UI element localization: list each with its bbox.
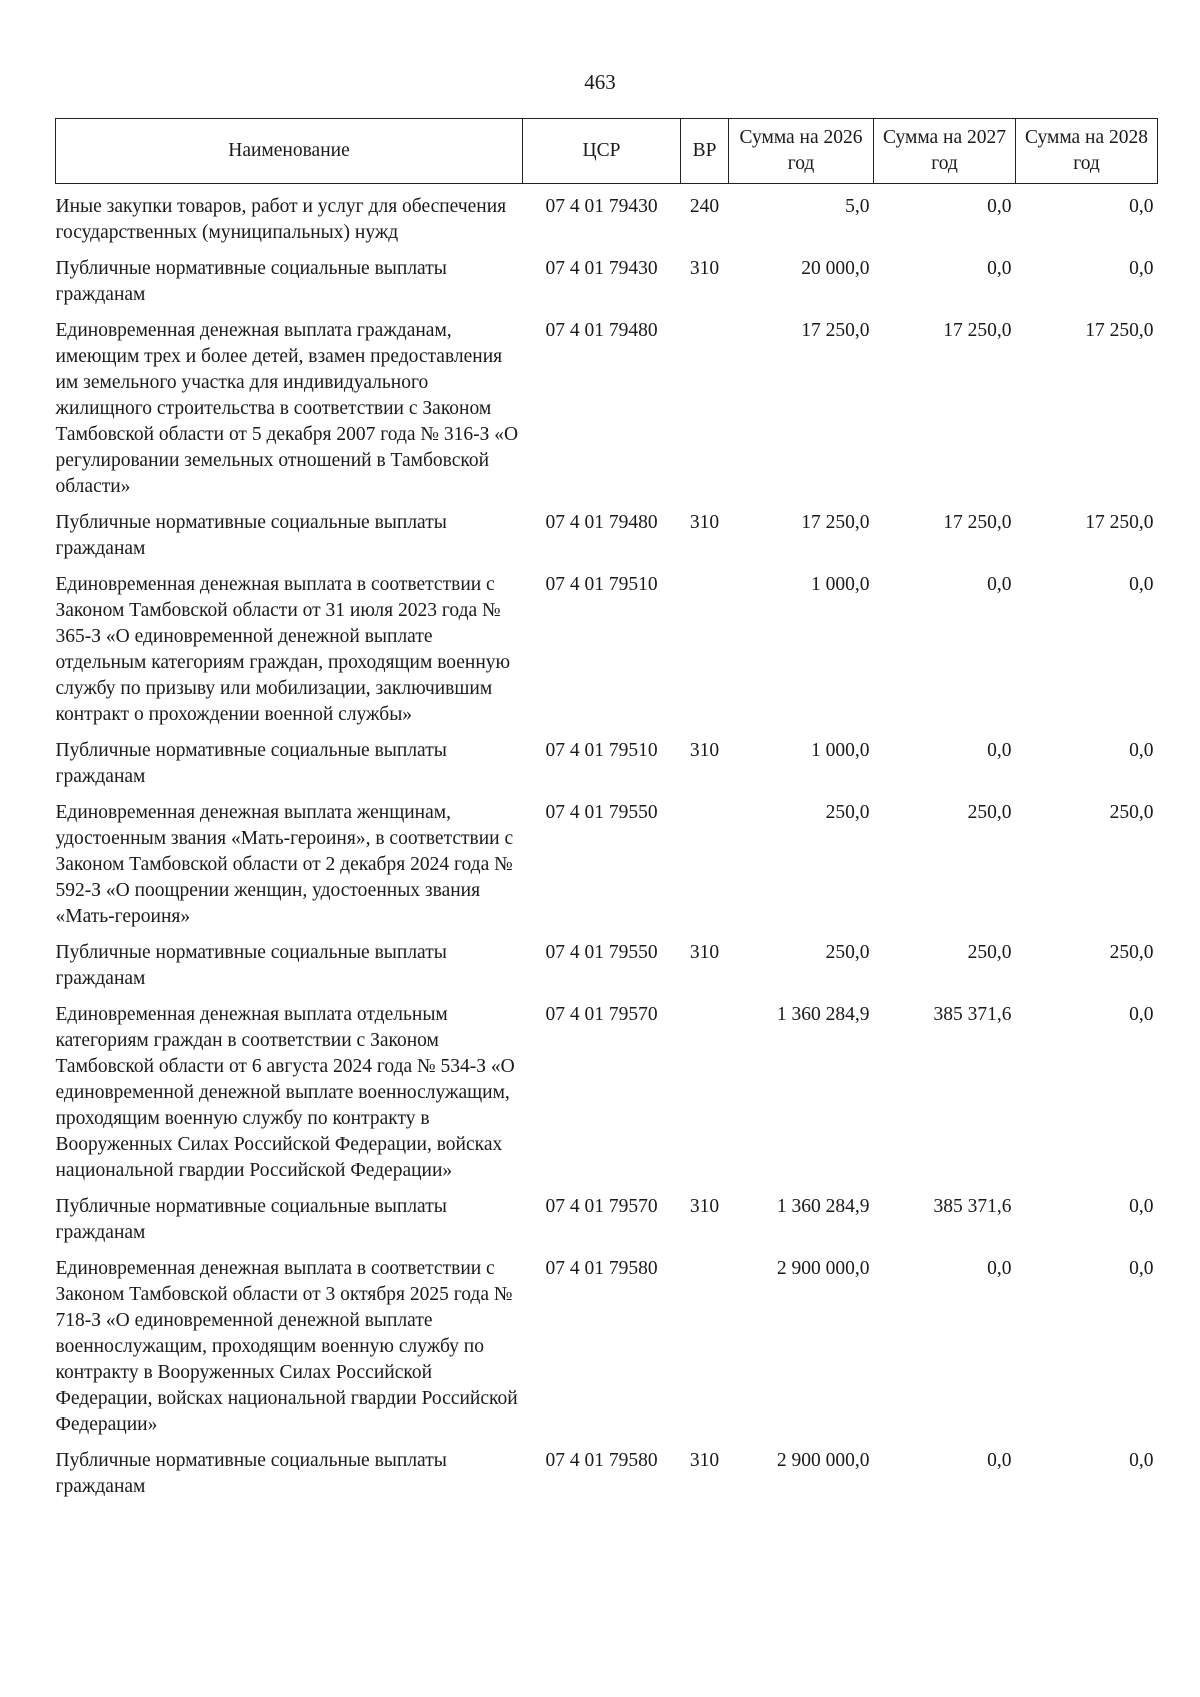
table-row — [56, 790, 1158, 930]
page-number: 463 — [584, 70, 616, 94]
table-row — [56, 728, 1158, 790]
table-row — [56, 930, 1158, 992]
cell-name: Иные закупки товаров, работ и услуг для обеспечения государственных (муниципальных) нужд — [55, 196, 507, 243]
cell-vr: 310 — [689, 1450, 720, 1471]
table-row — [56, 500, 1158, 562]
cell-name: Публичные нормативные социальные выплаты гражданам — [55, 258, 447, 305]
cell-sum-2027: 17 250,0 — [943, 320, 1012, 341]
cell-vr: 240 — [689, 196, 720, 217]
header-sum-2027: Сумма на 2027 год — [874, 119, 1016, 184]
cell-csr: 07 4 01 79570 — [545, 1196, 658, 1217]
cell-name: Единовременная денежная выплата женщинам, удостоенным звания «Мать-героиня», в соответствии с Законом Тамбовской области от 2 декабря 2024 года № 592-З «О поощрении женщин, удостоенных звания «Мать-героиня» — [55, 802, 514, 927]
header-sum-2026: Сумма на 2026 год — [729, 119, 874, 184]
cell-sum-2026: 5,0 — [845, 196, 870, 217]
cell-name: Единовременная денежная выплата в соответствии с Законом Тамбовской области от 31 июля 2023 года № 365-З «О единовременной денежной выплате отдельным категориям граждан, проходящим военную службу по призыву или мобилизации, заключившим контракт о прохождении военной службы» — [55, 574, 511, 725]
cell-csr: 07 4 01 79510 — [545, 740, 658, 761]
cell-sum-2026: 1 360 284,9 — [776, 1196, 870, 1217]
cell-name: Публичные нормативные социальные выплаты гражданам — [55, 740, 447, 787]
cell-sum-2026: 250,0 — [825, 802, 870, 823]
cell-sum-2028: 0,0 — [1129, 740, 1154, 761]
cell-name: Публичные нормативные социальные выплаты гражданам — [55, 942, 447, 989]
table-row — [56, 246, 1158, 308]
table-row — [56, 1438, 1158, 1500]
cell-name: Единовременная денежная выплата в соответствии с Законом Тамбовской области от 3 октября 2025 года № 718-З «О единовременной денежной выплате военнослужащим, проходящим военную службу по контракту в Вооруженных Силах Российской Федерации, войсках национальной гвардии Российской Федерации» — [55, 1258, 518, 1435]
cell-sum-2027: 385 371,6 — [933, 1196, 1012, 1217]
cell-vr — [681, 562, 729, 728]
cell-vr — [681, 308, 729, 500]
table-header — [56, 119, 1158, 184]
cell-vr — [681, 790, 729, 930]
header-vr: ВР — [681, 119, 729, 184]
cell-sum-2028: 0,0 — [1129, 1196, 1154, 1217]
table-row — [56, 184, 1158, 247]
cell-sum-2028: 0,0 — [1129, 574, 1154, 595]
cell-vr: 310 — [689, 512, 720, 533]
cell-sum-2027: 0,0 — [987, 740, 1012, 761]
cell-sum-2028: 0,0 — [1129, 196, 1154, 217]
cell-vr: 310 — [689, 258, 720, 279]
header-csr: ЦСР — [523, 119, 681, 184]
cell-sum-2026: 17 250,0 — [801, 512, 870, 533]
cell-csr: 07 4 01 79430 — [545, 258, 658, 279]
cell-sum-2028: 0,0 — [1129, 258, 1154, 279]
cell-sum-2027: 0,0 — [987, 196, 1012, 217]
cell-csr: 07 4 01 79510 — [545, 574, 658, 595]
cell-sum-2026: 17 250,0 — [801, 320, 870, 341]
cell-csr: 07 4 01 79580 — [545, 1258, 658, 1279]
cell-sum-2027: 250,0 — [967, 802, 1012, 823]
cell-sum-2026: 1 360 284,9 — [776, 1004, 870, 1025]
cell-name: Публичные нормативные социальные выплаты гражданам — [55, 1196, 447, 1243]
cell-sum-2028: 250,0 — [1109, 802, 1154, 823]
cell-sum-2027: 0,0 — [987, 1258, 1012, 1279]
table-row — [56, 1184, 1158, 1246]
cell-sum-2026: 2 900 000,0 — [776, 1450, 870, 1471]
cell-name: Единовременная денежная выплата отдельным категориям граждан в соответствии с Законом Тамбовской области от 6 августа 2024 года № 534-З «О единовременной денежной выплате военнослужащим, проходящим военную службу по контракту в Вооруженных Силах Российской Федерации, войсках национальной гвардии Российской Федерации» — [55, 1004, 515, 1181]
cell-name: Единовременная денежная выплата гражданам, имеющим трех и более детей, взамен предоставления им земельного участка для индивидуального жилищного строительства в соответствии с Законом Тамбовской области от 5 декабря 2007 года № 316-З «О регулировании земельных отношений в Тамбовской области» — [55, 320, 519, 497]
cell-sum-2028: 250,0 — [1109, 942, 1154, 963]
cell-vr — [681, 992, 729, 1184]
cell-vr: 310 — [689, 740, 720, 761]
cell-sum-2027: 250,0 — [967, 942, 1012, 963]
cell-sum-2027: 0,0 — [987, 574, 1012, 595]
cell-sum-2026: 1 000,0 — [811, 740, 870, 761]
cell-csr: 07 4 01 79580 — [545, 1450, 658, 1471]
budget-table — [55, 118, 1158, 1500]
header-name: Наименование — [56, 119, 523, 184]
cell-name: Публичные нормативные социальные выплаты гражданам — [55, 1450, 447, 1497]
cell-vr: 310 — [689, 942, 720, 963]
cell-csr: 07 4 01 79480 — [545, 512, 658, 533]
table-row — [56, 992, 1158, 1184]
cell-sum-2027: 385 371,6 — [933, 1004, 1012, 1025]
cell-sum-2026: 250,0 — [825, 942, 870, 963]
cell-sum-2028: 0,0 — [1129, 1004, 1154, 1025]
table-row — [56, 308, 1158, 500]
cell-sum-2026: 1 000,0 — [811, 574, 870, 595]
cell-csr: 07 4 01 79550 — [545, 942, 658, 963]
cell-vr — [681, 1246, 729, 1438]
table-row — [56, 1246, 1158, 1438]
table-row — [56, 562, 1158, 728]
cell-sum-2028: 0,0 — [1129, 1450, 1154, 1471]
cell-sum-2026: 2 900 000,0 — [776, 1258, 870, 1279]
cell-sum-2027: 17 250,0 — [943, 512, 1012, 533]
cell-csr: 07 4 01 79550 — [545, 802, 658, 823]
cell-csr: 07 4 01 79480 — [545, 320, 658, 341]
cell-vr: 310 — [689, 1196, 720, 1217]
cell-sum-2027: 0,0 — [987, 1450, 1012, 1471]
cell-sum-2026: 20 000,0 — [801, 258, 870, 279]
cell-sum-2027: 0,0 — [987, 258, 1012, 279]
cell-sum-2028: 17 250,0 — [1085, 320, 1154, 341]
cell-name: Публичные нормативные социальные выплаты гражданам — [55, 512, 447, 559]
cell-csr: 07 4 01 79570 — [545, 1004, 658, 1025]
table-body — [56, 184, 1158, 1501]
header-row — [56, 119, 1158, 184]
cell-sum-2028: 17 250,0 — [1085, 512, 1154, 533]
cell-sum-2028: 0,0 — [1129, 1258, 1154, 1279]
header-sum-2028: Сумма на 2028 год — [1016, 119, 1158, 184]
cell-csr: 07 4 01 79430 — [545, 196, 658, 217]
